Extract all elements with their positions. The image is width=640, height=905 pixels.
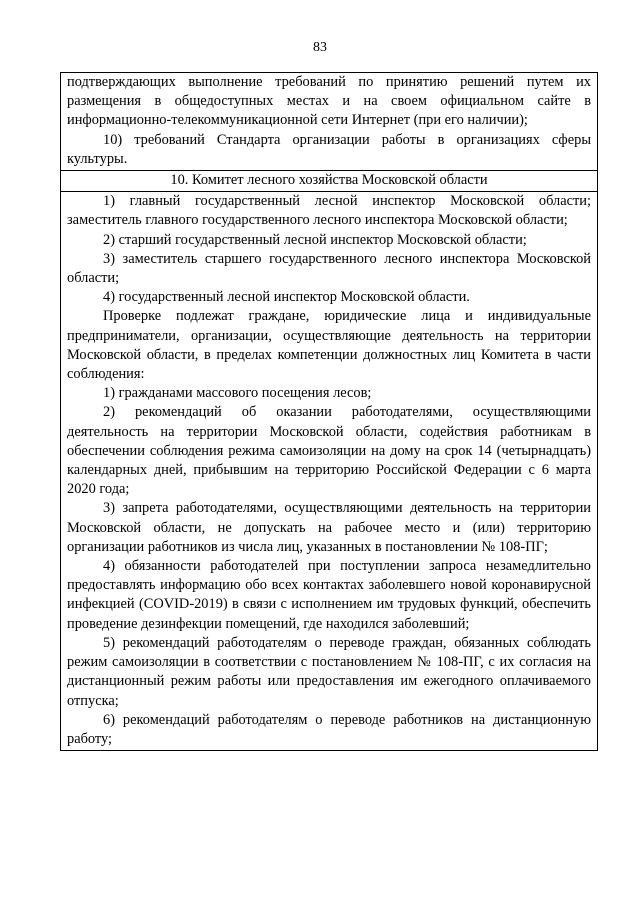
section-title: 10. Комитет лесного хозяйства Московской области bbox=[170, 172, 488, 189]
continuation-cell bbox=[61, 73, 598, 171]
scope-paragraph: Проверке подлежат граждане, юридические лица и индивидуальные предприниматели, организации, осуществляющие деятельность на территории Московской области, в пределах компетенции должностных лиц Комитета в части соблюдения: bbox=[67, 308, 591, 383]
list-item: 1) главный государственный лесной инспектор Московской области; заместитель главного государственного лесного инспектора Московской области; bbox=[67, 193, 591, 229]
list-item: 4) обязанности работодателей при поступлении запроса незамедлительно предоставлять информацию обо всех контактах заболевшего новой коронавирусной инфекцией (COVID-2019) в связи с исполнением им трудовых функций, обеспечить проведение дезинфекции помещений, где находился заболевший; bbox=[67, 558, 591, 632]
list-item: 3) запрета работодателями, осуществляющими деятельность на территории Московской области, не допускать на рабочее место и (или) территорию организации работников из числа лиц, указанных в постановлении № 108-ПГ; bbox=[67, 500, 591, 555]
document-table bbox=[60, 72, 598, 751]
list-item: 5) рекомендаций работодателям о переводе граждан, обязанных соблюдать режим самоизоляции в соответствии с постановлением № 108-ПГ, с их согласия на дистанционный режим работы или предоставления им ежегодного оплачиваемого отпуска; bbox=[67, 634, 591, 709]
table-row-section-title bbox=[61, 171, 598, 192]
list-item: 2) старший государственный лесной инспектор Московской области; bbox=[103, 231, 527, 248]
table-row-body bbox=[61, 192, 598, 751]
list-item: 6) рекомендаций работодателям о переводе работников на дистанционную работу; bbox=[67, 711, 591, 747]
list-item: 3) заместитель старшего государственного лесного инспектора Московской области; bbox=[67, 250, 591, 287]
table-row-continuation bbox=[61, 73, 598, 171]
section-title-cell bbox=[61, 171, 598, 192]
item-10-paragraph: 10) требований Стандарта организации работы в организациях сферы культуры. bbox=[67, 131, 591, 167]
list-item: 1) гражданами массового посещения лесов; bbox=[103, 385, 372, 402]
list-item: 2) рекомендаций об оказании работодателями, осуществляющими деятельность на территории Московской области, содействия работникам в обеспечении соблюдения режима самоизоляции на дому на срок 14 (четырнадцать) календарных дней, прибывшим на территорию Российской Федерации с 6 марта 2020 года; bbox=[67, 404, 591, 498]
list-item: 4) государственный лесной инспектор Московской области. bbox=[103, 289, 470, 306]
page-number: 83 bbox=[313, 40, 327, 55]
continuation-paragraph: подтверждающих выполнение требований по принятию решений путем их размещения в общедоступных местах и на своем официальном сайте в информационно-телекоммуникационной сети Интернет (при его наличии); bbox=[67, 74, 591, 129]
body-cell bbox=[61, 192, 598, 751]
